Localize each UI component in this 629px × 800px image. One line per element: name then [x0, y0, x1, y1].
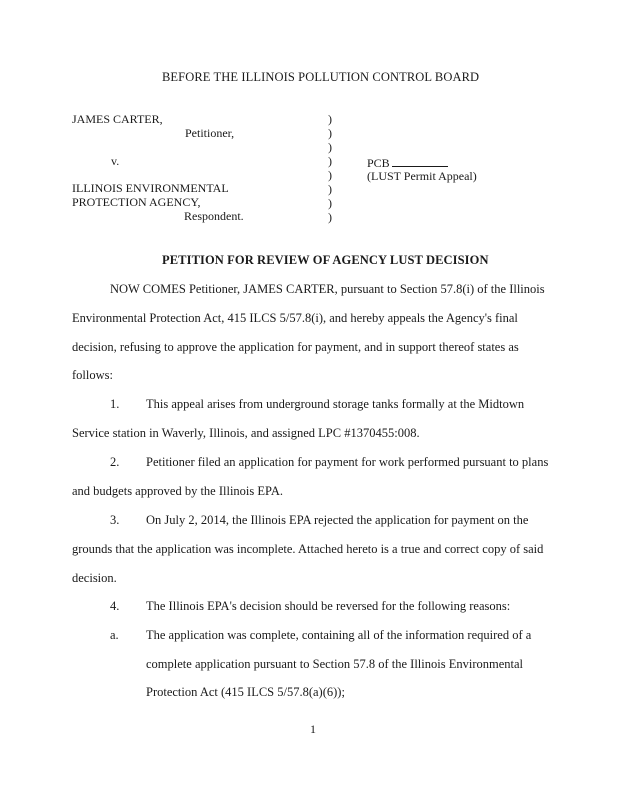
petitioner-role: Petitioner, — [185, 126, 235, 140]
case-number-blank — [392, 155, 448, 167]
paragraph-number: 4. — [110, 599, 120, 613]
caption-paren: ) — [328, 126, 332, 140]
versus-label: v. — [111, 154, 120, 168]
paragraph-number: 1. — [110, 397, 120, 411]
respondent-name-line1: ILLINOIS ENVIRONMENTAL — [72, 181, 229, 195]
petition-title: PETITION FOR REVIEW OF AGENCY LUST DECISION — [162, 253, 489, 267]
intro-line: decision, refusing to approve the application for payment, and in support thereof states as — [72, 340, 519, 354]
caption-paren: ) — [328, 182, 332, 196]
subitem-letter: a. — [110, 628, 119, 642]
board-title: BEFORE THE ILLINOIS POLLUTION CONTROL BOARD — [162, 70, 480, 84]
paragraph-line: Service station in Waverly, Illinois, and assigned LPC #1370455:008. — [72, 426, 420, 440]
subitem-line: Protection Act (415 ILCS 5/57.8(a)(6)); — [146, 685, 345, 699]
paragraph-number: 3. — [110, 513, 120, 527]
caption-paren: ) — [328, 210, 332, 224]
intro-line: follows: — [72, 368, 113, 382]
respondent-name-line2: PROTECTION AGENCY, — [72, 195, 201, 209]
caption-paren: ) — [328, 154, 332, 168]
paragraph-line: grounds that the application was incomplete. Attached hereto is a true and correct copy of said — [72, 542, 544, 556]
intro-line: Environmental Protection Act, 415 ILCS 5/57.8(i), and hereby appeals the Agency's final — [72, 311, 518, 325]
subitem-line: The application was complete, containing all of the information required of a — [146, 628, 532, 642]
respondent-role: Respondent. — [184, 209, 244, 223]
paragraph-line: The Illinois EPA's decision should be reversed for the following reasons: — [146, 599, 511, 613]
paragraph-line: On July 2, 2014, the Illinois EPA rejected the application for payment on the — [146, 513, 529, 527]
case-type: (LUST Permit Appeal) — [367, 169, 477, 183]
petitioner-name: JAMES CARTER, — [72, 112, 163, 126]
caption-paren: ) — [328, 196, 332, 210]
page-number: 1 — [310, 722, 316, 736]
case-label: PCB — [367, 156, 390, 170]
caption-paren: ) — [328, 112, 332, 126]
paragraph-line: and budgets approved by the Illinois EPA. — [72, 484, 283, 498]
paragraph-line: This appeal arises from underground storage tanks formally at the Midtown — [146, 397, 525, 411]
subitem-line: complete application pursuant to Section 57.8 of the Illinois Environmental — [146, 657, 524, 671]
paragraph-number: 2. — [110, 455, 120, 469]
paragraph-line: Petitioner filed an application for payment for work performed pursuant to plans — [146, 455, 549, 469]
caption-paren: ) — [328, 140, 332, 154]
intro-line: NOW COMES Petitioner, JAMES CARTER, pursuant to Section 57.8(i) of the Illinois — [110, 282, 545, 296]
caption-paren: ) — [328, 168, 332, 182]
paragraph-line: decision. — [72, 571, 117, 585]
